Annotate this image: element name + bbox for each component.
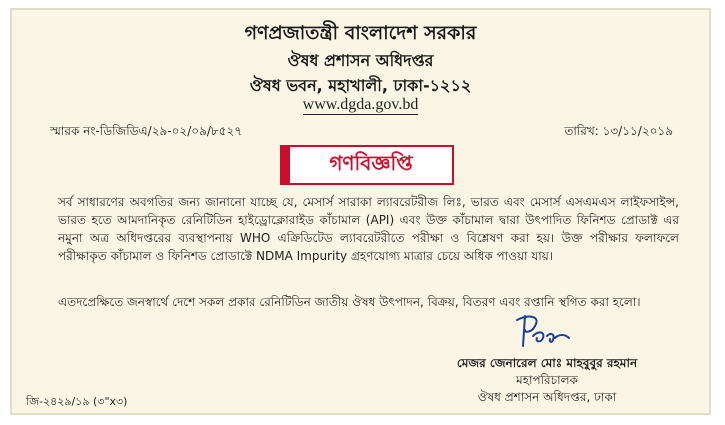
signatory-name: মেজর জেনারেল মোঃ মাহবুবুর রহমান [456,356,638,370]
signatory-block [417,355,677,406]
public-notice [10,8,711,415]
office-name: ঔষধ প্রশাসন অধিদপ্তর [287,51,434,70]
notice-date: তারিখ: ১৩/১১/২০১৯ [564,124,673,138]
office-address: ঔষধ ভবন, মহাখালী, ঢাকা-১২১২ [249,76,472,95]
signature-mark [511,312,575,354]
signatory-designation: মহাপরিচালক [516,373,578,387]
website-line [12,96,709,114]
advert-reference: জি-২৪২৯/১৯ (৩"x৩) [26,395,128,408]
notice-paragraph-1: সর্ব সাধারণের অবগতির জন্য জানানো যাচ্ছে যে, মেসার্স সারাকা ল্যাবরেটরীজ লিঃ, ভারত এবং মেসার্স এসএমএস লাইফসাইন্স, ভারত হতে আমদানিকৃত রেনিটিডিন হাইড্রোক্লোরাইড কাঁচামাল (API) এবং উক্ত কাঁচামাল দ্বারা উৎপাদিত ফিনিশড প্রোডাক্ট এর নমুনা অত্র অধিদপ্তরের ব্যবস্থাপনায় WHO এক্রিডিটেড ল্যাবরেটরীতে পরীক্ষা ও বিশ্লেষণ করা হয়। উক্ত পরীক্ষার ফলাফলে পরীক্ষাকৃত কাঁচামাল ও ফিনিশড প্রোডাক্টে NDMA Impurity গ্রহণযোগ্য মাত্রার চেয়ে অধিক পাওয়া যায়। [58,195,679,263]
government-title: গণপ্রজাতন্ত্রী বাংলাদেশ সরকার [244,22,477,44]
notice-paragraph-2: এতদপ্রেক্ষিতে জনস্বার্থে দেশে সকল প্রকার রেনিটিডিন জাতীয় ঔষধ উৎপাদন, বিক্রয়, বিতরণ এবং রপ্তানি স্থগিত করা হলো। [58,295,641,309]
website-link[interactable]: www.dgda.gov.bd [302,96,419,113]
memo-number: স্মারক নং-ডিজিডিএ/২৯-০২/০৯/৮৫২৭ [50,124,243,138]
notice-title-banner: গণবিজ্ঞপ্তি [280,145,454,185]
signatory-office: ঔষধ প্রশাসন অধিদপ্তর, ঢাকা [477,390,617,404]
